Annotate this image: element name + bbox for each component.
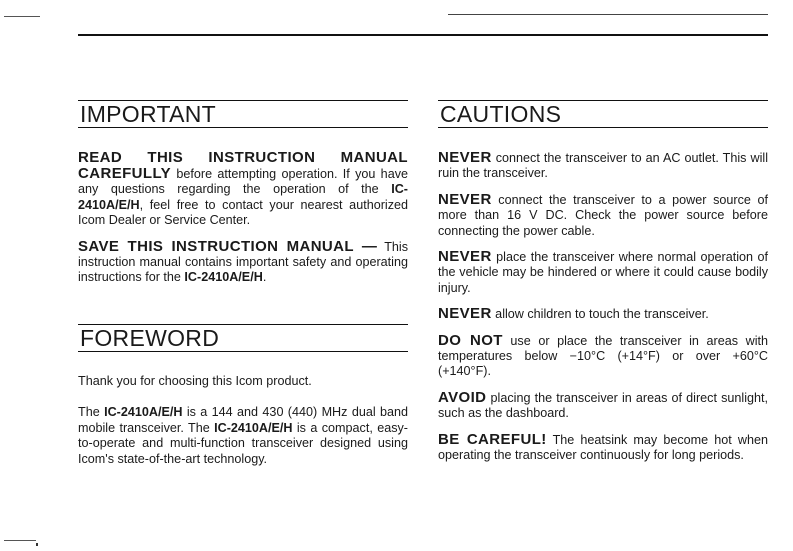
text-run: This instruction manual contains important safety and operating instructions for the [78,239,408,285]
model-name: IC-2410A/E/H [78,182,408,212]
crop-mark-top-left [4,16,40,17]
caution-item [438,390,768,422]
model-name: IC-2410A/E/H [214,420,293,435]
text-run: . [262,270,267,285]
caution-text: place the transceiver where normal operation of the vehicle may be hindered or where it could cause bodily injury. [438,250,768,295]
page-top-rule [78,34,768,36]
crop-mark-bottom-left [4,540,36,541]
read-manual-lead [78,150,408,166]
caution-text: allow children to touch the transceiver. [491,307,709,322]
caution-lead: NEVER [438,248,492,266]
important-heading-block [78,100,408,128]
model-name: IC-2410A/E/H [184,270,263,285]
caution-lead: BE CAREFUL! [438,430,547,448]
text-run: , feel free to contact your nearest authorized Icom Dealer or Service Center. [78,197,408,228]
text-run: is a 144 and 430 (440) MHz dual band mobile transceiver. The [78,405,409,435]
header-line-right [448,14,768,15]
caution-text: The heatsink may become hot when operating the transceiver continuously for long periods. [438,432,768,463]
read-word-2: THIS [147,149,184,166]
foreword-section [78,324,408,477]
text-run: is a compact, easy-to-operate and multi-function transceiver designed using Icom's state-of-the-art technology. [78,420,408,466]
caution-text: placing the transceiver in areas of direct sunlight, such as the dashboard. [438,390,768,421]
read-word-3: INSTRUCTION [208,149,316,166]
carefully-lead: CAREFULLY [78,165,172,182]
caution-lead: DO NOT [438,331,503,349]
heading-rule-bottom [78,127,408,128]
text-run: The [78,405,105,420]
cautions-heading-block [438,100,768,128]
foreword-heading: FOREWORD [80,325,220,351]
cautions-section [438,100,768,474]
important-paragraph-2 [78,239,408,286]
important-section [78,100,408,296]
foreword-paragraph-1: Thank you for choosing this Icom product. [78,374,312,388]
caution-item [438,150,768,182]
caution-text: use or place the transceiver in areas with temperatures below −10°C (+14°F) or over +60°C (+140°F). [438,333,768,379]
caution-text: connect the transceiver to an AC outlet. This will ruin the transceiver. [438,151,768,181]
important-heading: IMPORTANT [80,101,217,127]
caution-item [438,432,768,464]
caution-text: connect the transceiver to a power source of more than 16 V DC. Check the power source before connecting the power cable. [438,192,768,238]
caution-item [438,333,768,380]
caution-lead: AVOID [438,388,487,406]
heading-rule-bottom [438,127,768,128]
caution-lead: NEVER [438,149,492,166]
read-word-4: MANUAL [340,149,408,166]
foreword-heading-block [78,324,408,352]
model-name: IC-2410A/E/H [104,405,183,420]
caution-lead: NEVER [438,190,492,208]
foreword-paragraph-2 [78,405,408,467]
read-word-1: READ [78,149,123,166]
caution-item [438,192,768,239]
cautions-heading: CAUTIONS [440,101,562,127]
caution-item [438,306,768,322]
caution-item [438,249,768,296]
caution-lead: NEVER [438,305,492,323]
save-manual-lead: SAVE THIS INSTRUCTION MANUAL — [78,237,378,255]
crop-mark-dot [36,543,38,546]
text-run: before attempting operation. If you have any questions regarding the operation of the [78,167,408,197]
important-paragraph-1 [78,166,408,229]
heading-rule-bottom [78,351,408,352]
